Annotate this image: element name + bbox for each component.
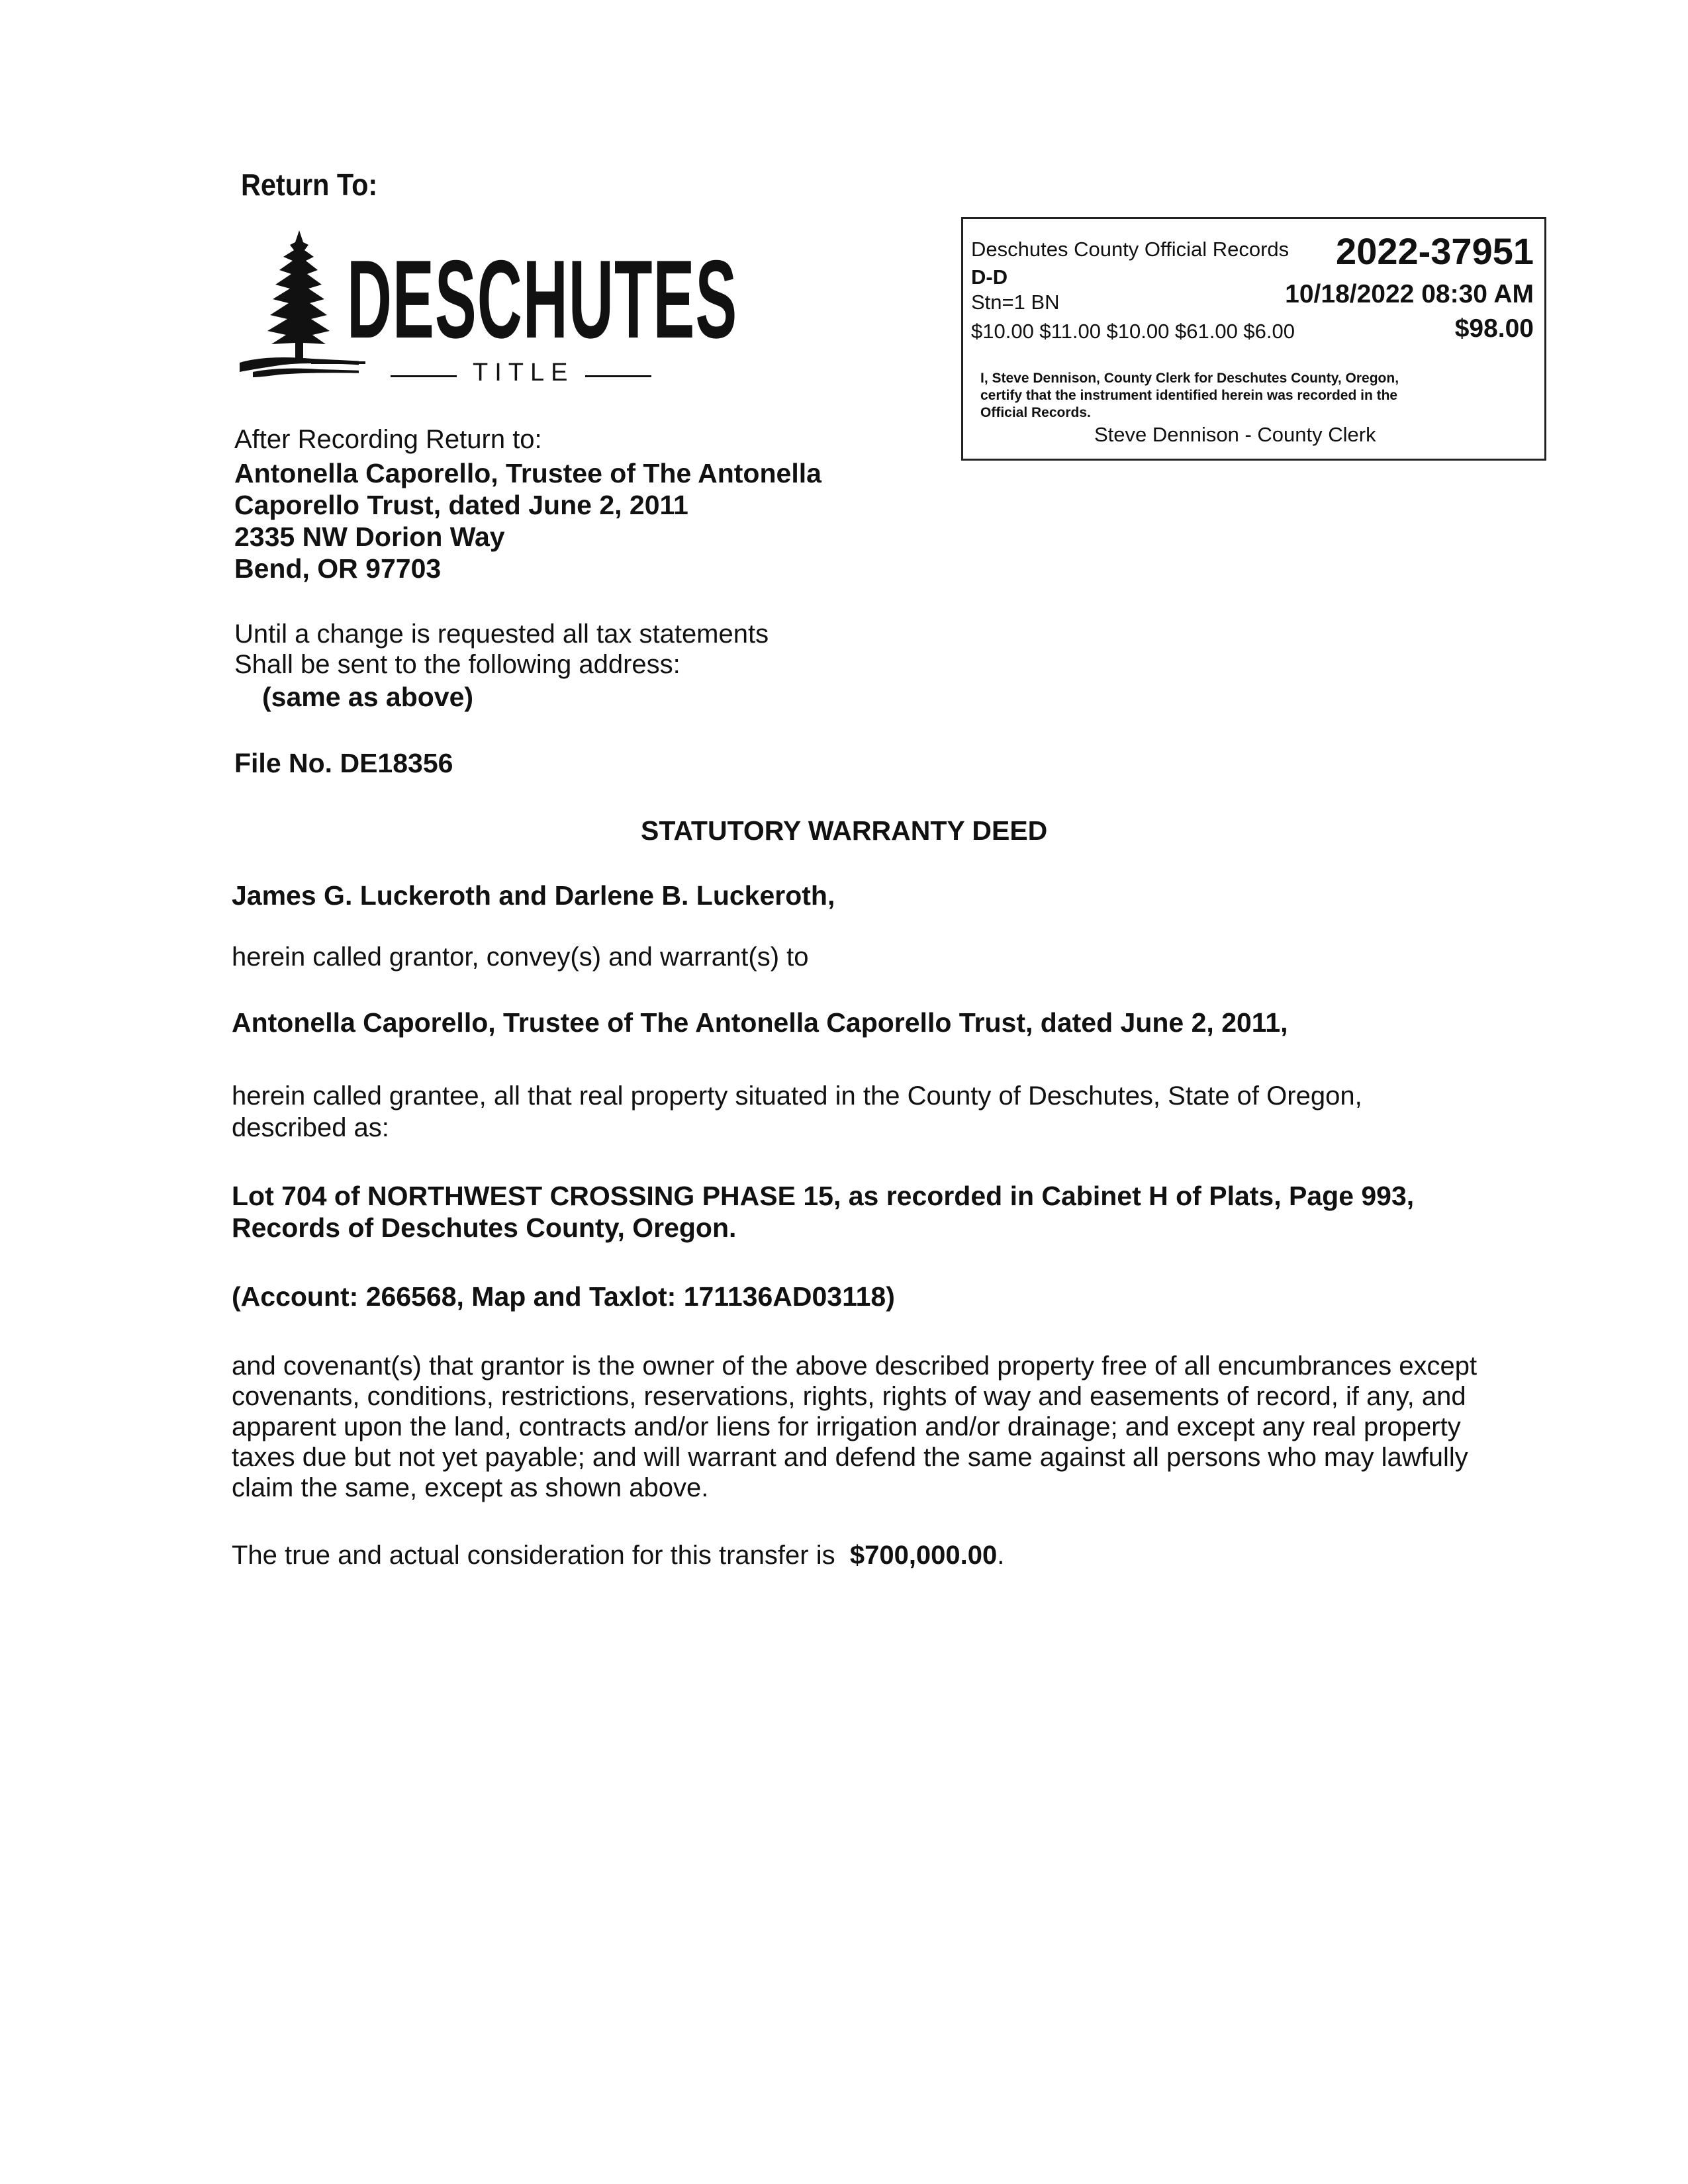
tax-statement-line2: Shall be sent to the following address: — [234, 650, 680, 679]
grantee-names: Antonella Caporello, Trustee of The Antonella Caporello Trust, dated June 2, 2011, — [232, 1007, 1288, 1038]
station-id: Stn=1 BN — [971, 291, 1060, 314]
tax-statement-line1: Until a change is requested all tax statements — [234, 619, 769, 649]
fee-breakdown: $10.00 $11.00 $10.00 $61.00 $6.00 — [971, 320, 1295, 343]
grantee-clause-line1: herein called grantee, all that real property situated in the County of Deschutes, State of Oregon, — [232, 1081, 1362, 1111]
fee-total: $98.00 — [1454, 314, 1534, 343]
legal-description-line1: Lot 704 of NORTHWEST CROSSING PHASE 15, as recorded in Cabinet H of Plats, Page 993, — [232, 1181, 1415, 1211]
records-office: Deschutes County Official Records — [971, 238, 1289, 261]
pine-tree-icon — [240, 230, 359, 383]
logo-rule-left — [391, 375, 457, 377]
logo-rule-right — [585, 375, 651, 377]
deed-title: STATUTORY WARRANTY DEED — [641, 815, 1048, 846]
return-address-line3: 2335 NW Dorion Way — [234, 522, 505, 552]
recorded-datetime: 10/18/2022 08:30 AM — [1285, 280, 1534, 308]
logo-ground-line — [311, 361, 365, 364]
clerk-certification-line2: certify that the instrument identified herein was recorded in the — [980, 388, 1398, 403]
return-address-line4: Bend, OR 97703 — [234, 553, 442, 584]
grantor-clause: herein called grantor, convey(s) and warrant(s) to — [232, 942, 809, 972]
logo-wordmark: DESCHUTES — [347, 237, 738, 361]
consideration-amount: $700,000.00 — [849, 1541, 998, 1570]
deschutes-title-logo — [240, 230, 738, 396]
clerk-certification-line1: I, Steve Dennison, County Clerk for Deschutes County, Oregon, — [980, 371, 1399, 386]
grantee-clause-line2: described as: — [232, 1113, 389, 1142]
document-number: 2022-37951 — [1336, 230, 1534, 272]
covenant-line4: taxes due but not yet payable; and will warrant and defend the same against all persons who may lawfully — [232, 1443, 1468, 1472]
account-taxlot: (Account: 266568, Map and Taxlot: 171136AD03118) — [232, 1281, 895, 1312]
consideration-end: . — [997, 1541, 1005, 1570]
after-recording-label: After Recording Return to: — [234, 425, 542, 454]
tax-statement-address: (same as above) — [262, 682, 474, 712]
recording-stamp-box — [961, 217, 1546, 461]
file-number: File No. DE18356 — [234, 748, 453, 778]
covenant-line1: and covenant(s) that grantor is the owner of the above described property free of all encumbrances except — [232, 1351, 1477, 1381]
clerk-signature: Steve Dennison - County Clerk — [1094, 423, 1376, 446]
legal-description-line2: Records of Deschutes County, Oregon. — [232, 1212, 737, 1243]
clerk-certification-line3: Official Records. — [980, 405, 1091, 420]
return-address-line1: Antonella Caporello, Trustee of The Antonella — [234, 458, 821, 488]
covenant-line3: apparent upon the land, contracts and/or liens for irrigation and/or drainage; and except any real property — [232, 1412, 1461, 1441]
covenant-line5: claim the same, except as shown above. — [232, 1473, 709, 1502]
covenant-line2: covenants, conditions, restrictions, reservations, rights, rights of way and easements of record, if any, and — [232, 1382, 1466, 1411]
document-type: D-D — [971, 265, 1008, 289]
logo-subtitle: TITLE — [473, 359, 575, 387]
consideration-statement — [232, 1541, 1004, 1570]
return-address-line2: Caporello Trust, dated June 2, 2011 — [234, 490, 688, 520]
return-to-heading: Return To: — [241, 167, 378, 202]
consideration-text: The true and actual consideration for this transfer is — [232, 1541, 835, 1570]
grantor-names: James G. Luckeroth and Darlene B. Luckeroth, — [232, 880, 835, 911]
